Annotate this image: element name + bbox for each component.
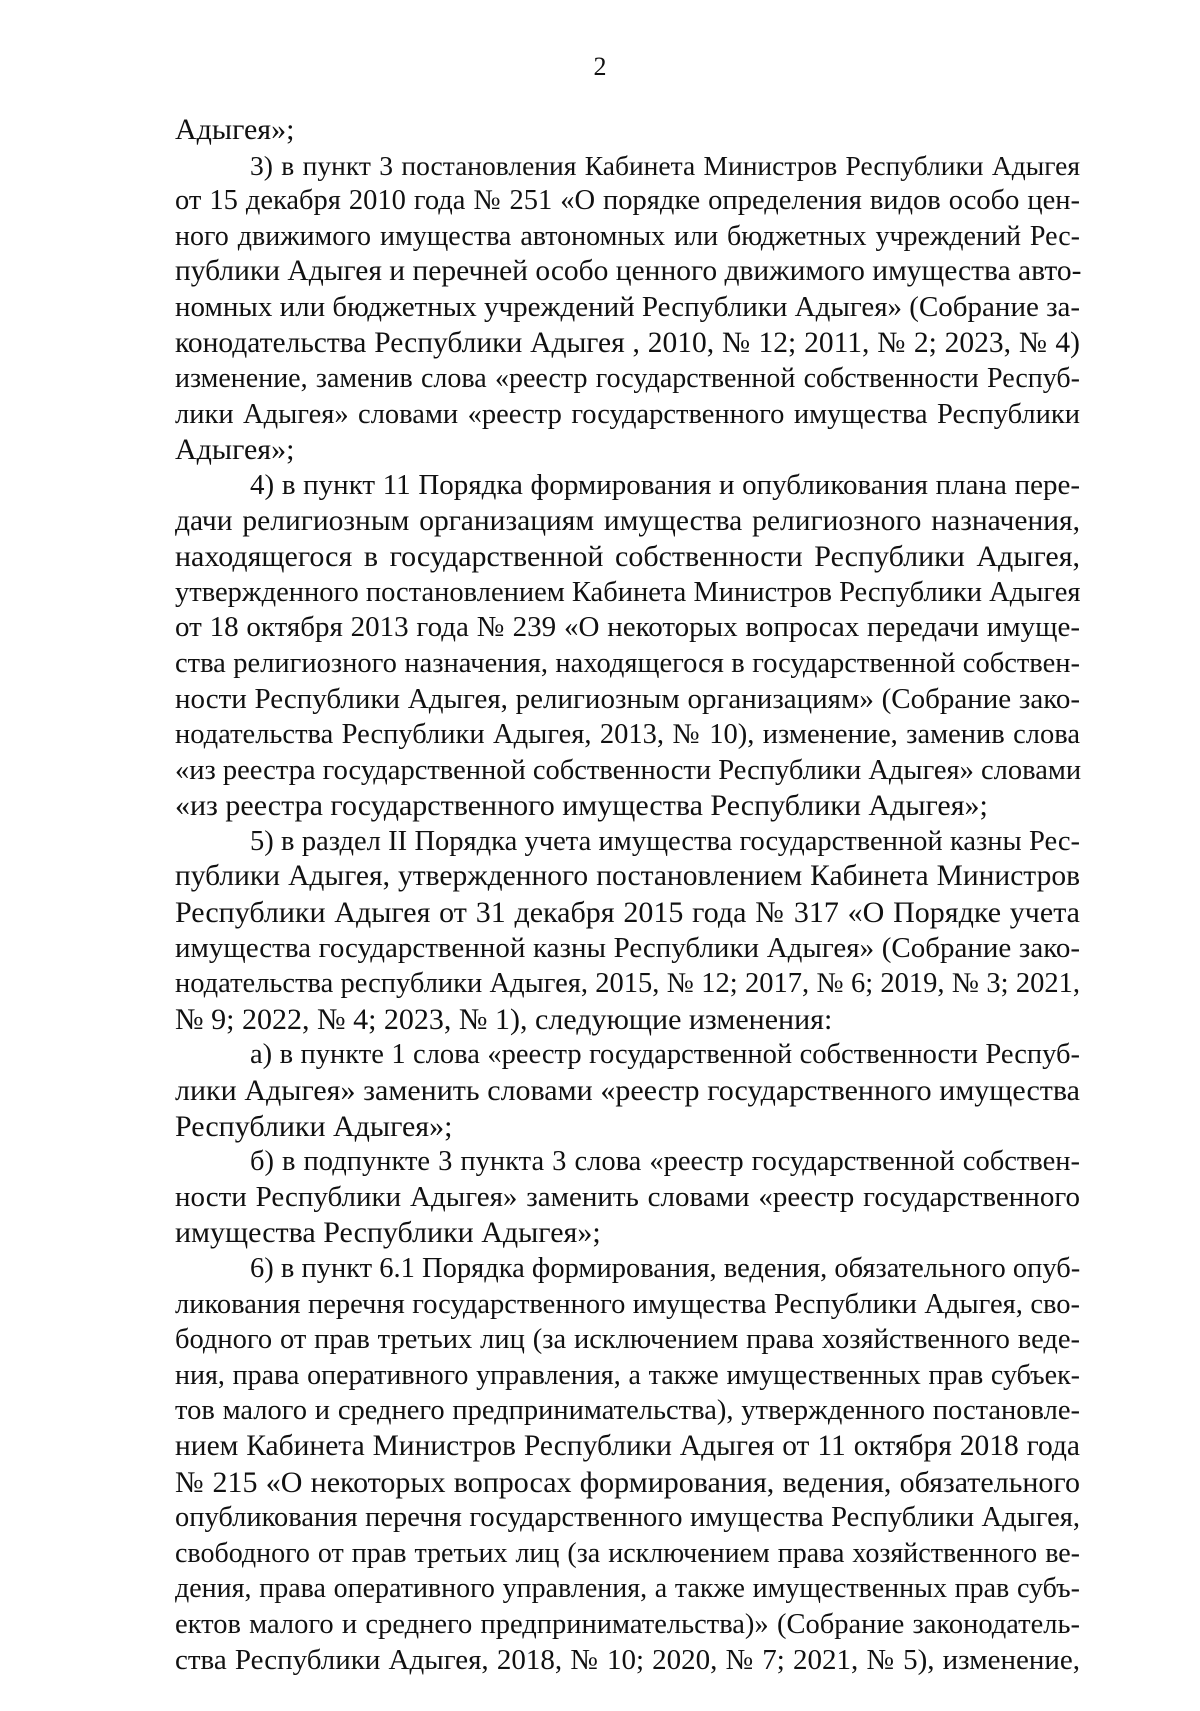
text-line: имущества государственной казны Республики Адыгея» (Собрание зако- — [175, 931, 1080, 964]
paragraph-start-line: 4) в пункт 11 Порядка формирования и опубликования плана пере- — [250, 468, 1080, 501]
text-line: № 9; 2022, № 4; 2023, № 1), следующие изменения: — [175, 1002, 833, 1036]
text-line: опубликования перечня государственного имущества Республики Адыгея, — [175, 1502, 1080, 1534]
text-line: № 215 «О некоторых вопросах формирования, ведения, обязательного — [175, 1465, 1080, 1499]
paragraph-start-line: а) в пункте 1 слова «реестр государственной собственности Респуб- — [250, 1039, 1080, 1071]
paragraph-start-line: 3) в пункт 3 постановления Кабинета Министров Республики Адыгея — [250, 149, 1080, 181]
paragraph-start-line: 6) в пункт 6.1 Порядка формирования, ведения, обязательного опуб- — [250, 1253, 1081, 1284]
text-line: от 18 октября 2013 года № 239 «О некоторых вопросах передачи имуще- — [175, 611, 1080, 644]
text-line: лики Адыгея» заменить словами «реестр государственного имущества — [175, 1074, 1080, 1108]
text-line: ности Республики Адыгея» заменить словами «реестр государственного — [175, 1180, 1080, 1213]
text-line: номных или бюджетных учреждений Республики Адыгея» (Собрание за- — [175, 290, 1081, 323]
text-line: тов малого и среднего предпринимательства), утвержденного постановле- — [175, 1395, 1080, 1427]
text-line: дения, права оперативного управления, а также имущественных прав субъ- — [175, 1573, 1080, 1605]
paragraph-start-line: 5) в раздел II Порядка учета имущества государственной казны Рес- — [250, 825, 1080, 857]
document-body — [175, 112, 1080, 1678]
text-line: нодательства Республики Адыгея, 2013, № 10), изменение, заменив слова — [175, 719, 1080, 751]
text-line: Адыгея»; — [175, 433, 295, 467]
page-number: 2 — [593, 52, 607, 81]
text-line: утвержденного постановлением Кабинета Министров Республики Адыгея — [175, 576, 1081, 608]
text-line: ства религиозного назначения, находящегося в государственной собствен- — [175, 647, 1080, 679]
text-line: имущества Республики Адыгея»; — [175, 1216, 601, 1250]
text-line: нием Кабинета Министров Республики Адыгея от 11 октября 2018 года — [175, 1429, 1080, 1462]
text-line: конодательства Республики Адыгея , 2010, № 12; 2011, № 2; 2023, № 4) — [175, 326, 1080, 359]
text-line: бодного от прав третьих лиц (за исключением права хозяйственного веде- — [175, 1324, 1080, 1356]
text-line: свободного от прав третьих лиц (за исключением права хозяйственного ве- — [175, 1537, 1080, 1569]
paragraph-start-line: б) в подпункте 3 пункта 3 слова «реестр государственной собствен- — [250, 1146, 1080, 1178]
text-line: публики Адыгея и перечней особо ценного движимого имущества авто- — [175, 255, 1082, 288]
text-line: Адыгея»; — [175, 113, 295, 146]
text-line: публики Адыгея, утвержденного постановлением Кабинета Министров — [175, 860, 1080, 893]
text-line: ства Республики Адыгея, 2018, № 10; 2020, № 7; 2021, № 5), изменение, — [175, 1643, 1080, 1676]
text-line: дачи религиозным организациям имущества религиозного назначения, — [175, 504, 1080, 537]
text-line: «из реестра государственного имущества Республики Адыгея»; — [175, 789, 988, 823]
text-line: ликования перечня государственного имущества Республики Адыгея, сво- — [175, 1288, 1080, 1320]
text-line: изменение, заменив слова «реестр государственной собственности Респуб- — [175, 363, 1080, 395]
text-line: «из реестра государственной собственности Республики Адыгея» словами — [175, 754, 1082, 786]
text-line: ного движимого имущества автономных или бюджетных учреждений Рес- — [175, 220, 1080, 252]
text-line: нодательства республики Адыгея, 2015, № 12; 2017, № 6; 2019, № 3; 2021, — [175, 968, 1080, 1000]
text-line: ектов малого и среднего предпринимательства)» (Собрание законодатель- — [175, 1608, 1080, 1640]
text-line: ности Республики Адыгея, религиозным организациям» (Собрание зако- — [175, 682, 1080, 715]
text-line: лики Адыгея» словами «реестр государственного имущества Республики — [175, 398, 1080, 430]
text-line: Республики Адыгея»; — [175, 1109, 453, 1143]
text-line: от 15 декабря 2010 года № 251 «О порядке определения видов особо цен- — [175, 185, 1080, 217]
text-line: Республики Адыгея от 31 декабря 2015 года № 317 «О Порядке учета — [175, 896, 1080, 930]
text-line: находящегося в государственной собственности Республики Адыгея, — [175, 540, 1080, 574]
text-line: ния, права оперативного управления, а также имущественных прав субъек- — [175, 1359, 1080, 1391]
